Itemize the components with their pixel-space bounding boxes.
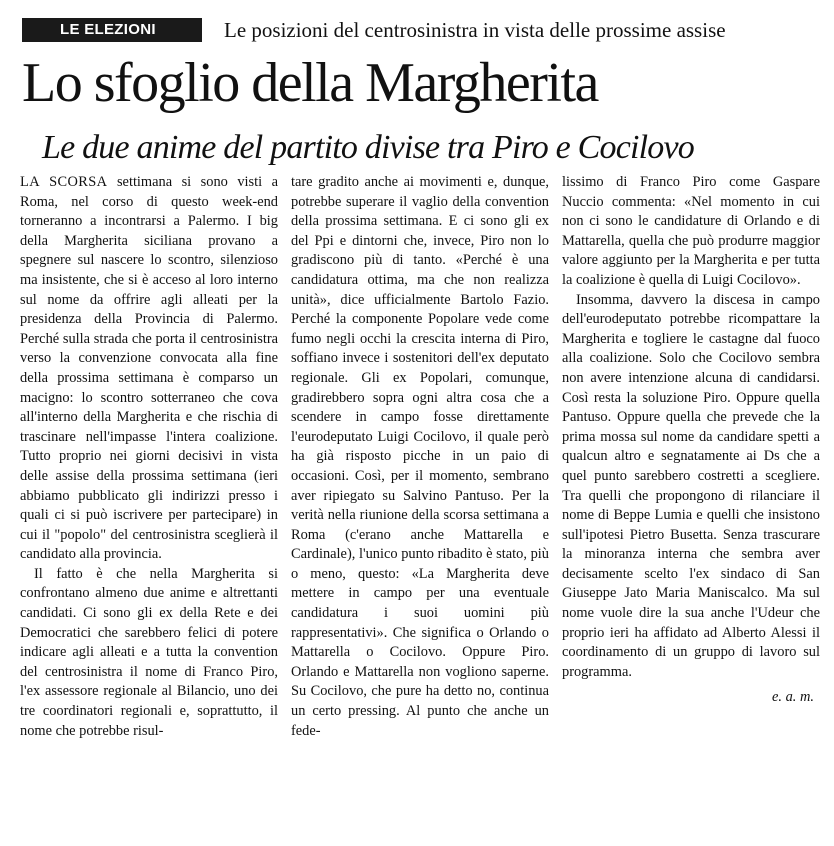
article-column-1 <box>20 173 278 833</box>
article-paragraph: Insomma, davvero la discesa in campo dell'eurodeputato potrebbe ricompattare la Margherita e togliere le castagne dal fuoco alla coalizione. Solo che Cocilovo sembra non avere intenzione alcuna di candidarsi. Così resta la soluzione Piro. Oppure quella Pantuso. Oppure quella che prevede che la prima mossa sul nome da candidare spetti a qualcun altro e segnatamente ai Ds che a quel punto sarebbero costretti a scegliere. Tra quelli che propongono di rilanciare il nome di Beppe Lumia e quelli che insistono sull'ipotesi Pietro Busetta. Senza trascurare la minoranza interna che sembra aver decisamente scelto l'ex sindaco di San Giuseppe Jato Maria Maniscalco. Ma sul nome vuole dire la sua anche l'Udeur che proprio ieri ha affidato ad Alberto Alessi il coordinamento di un gruppo di lavoro sul programma. <box>562 291 820 680</box>
subheadline: Le due anime del partito divise tra Piro e Cocilovo <box>42 129 695 166</box>
headline: Lo sfoglio della Margherita <box>22 52 598 114</box>
article-body <box>20 173 820 833</box>
lead-in: LA SCORSA <box>20 174 108 190</box>
overline: Le posizioni del centrosinistra in vista delle prossime assise <box>224 18 726 42</box>
article-column-2 <box>291 173 549 833</box>
paragraph-text: settimana si sono visti a Roma, nel corso di questo week-end torneranno a incontrarsi a Palermo. I big della Margherita siciliana provano a spegnere sul nascere lo scontro, silenzioso ma insistente, che si è acceso al loro interno sul nome da offrire agli alleati per la presidenza della Provincia di Palermo. Perché sulla strada che porta il centrosinistra verso la convenzione convocata alla fine della prossima settimana è comparso un macigno: lo scontro sotterraneo che cova all'interno della Margherita e che rischia di trascinare nell'impasse l'intera coalizione. Tutto proprio nei giorni decisivi in vista delle assise della prossima settimana (ieri abbiamo pubblicato gli indirizzi presso i quali ci si può iscrivere per partecipare) in cui il "popolo" del centrosinistra sceglierà il candidato alla provincia. <box>20 174 278 563</box>
section-kicker: LE ELEZIONI <box>22 18 202 42</box>
author-signature: e. a. m. <box>772 689 814 706</box>
article-paragraph: tare gradito anche ai movimenti e, dunque, potrebbe superare il vaglio della convention della prossima settimana. E ci sono gli ex del Ppi e dintorni che, invece, Piro non lo gradiscono più di tanto. «Perché è una candidatura ottima, ma che non realizza unità», dice ufficialmente Bartolo Fazio. Perché la componente Popolare vede come fumo negli occhi la crescita interna di Piro, soffiano invece i sostenitori dell'ex deputato regionale. Gli ex Popolari, comunque, gradirebbero sopra ogni altra cosa che a scendere in campo fosse direttamente l'eurodeputato Luigi Cocilovo, il quale però ha già risposto picche in un paio di occasioni. Così, per il momento, sembrano aver ripiegato su Salvino Pantuso. Per la verità nella riunione della scorsa settimana a Roma (c'erano anche Mattarella e Cardinale), l'unico punto ribadito è stato, più o meno, questo: «La Margherita deve mettere in campo per una eventuale candidatura i suoi uomini più rappresentativi». Che significa o Orlando o Mattarella o Cocilovo. Oppure Piro. Orlando e Mattarella non vogliono saperne. Su Cocilovo, che pure ha detto no, continua un certo pressing. Al punto che anche un fede- <box>291 174 549 739</box>
article-paragraph: Il fatto è che nella Margherita si confrontano almeno due anime e altrettanti candidati. Ci sono gli ex della Rete e dei Democratici che sarebbero felici di potere indicare agli alleati e a tutta la convention del centrosinistra il nome di Franco Piro, l'ex assessore regionale al Bilancio, uno dei tre coordinatori regionali e, soprattutto, il nome che potrebbe risul- <box>20 565 278 739</box>
article-paragraph <box>20 173 278 565</box>
article-column-3 <box>562 173 820 833</box>
article-paragraph: lissimo di Franco Piro come Gaspare Nuccio commenta: «Nel momento in cui non ci sono le candidature di Orlando e di Mattarella, quella che può produrre maggior valore aggiunto per la Margherita e per tutta la coalizione è quella di Luigi Cocilovo». <box>562 174 820 288</box>
